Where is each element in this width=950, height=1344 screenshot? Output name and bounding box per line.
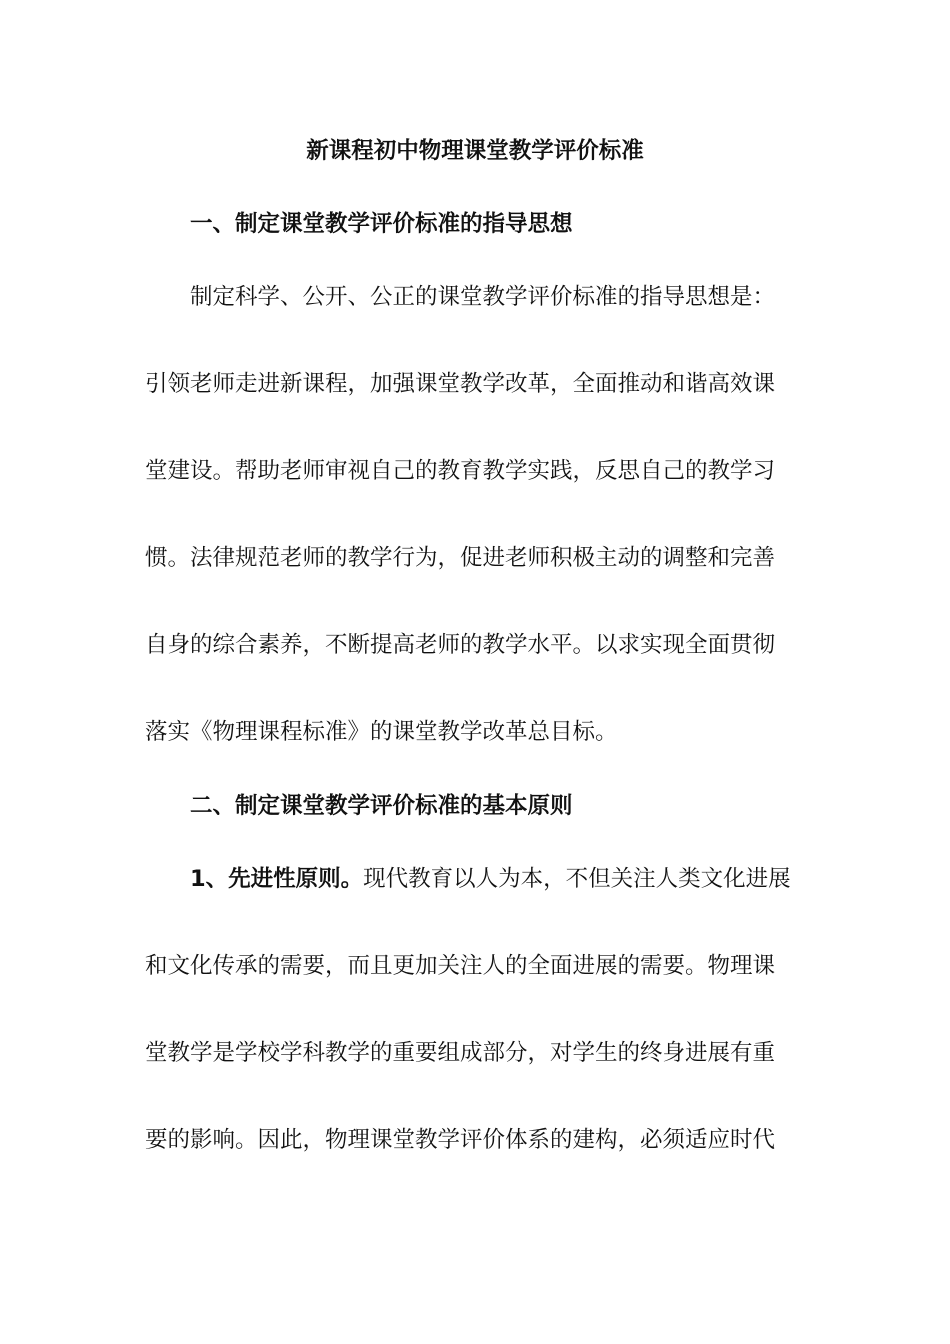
- paragraph-line: 引领老师走进新课程，加强课堂教学改革，全面推动和谐高效课: [145, 371, 776, 397]
- paragraph-line: 堂建设。帮助老师审视自己的教育教学实践，反思自己的教学习: [145, 458, 776, 484]
- paragraph-line: 和文化传承的需要，而且更加关注人的全面进展的需要。物理课: [145, 953, 776, 979]
- paragraph-line: [190, 868, 791, 891]
- paragraph-line: 制定科学、公开、公正的课堂教学评价标准的指导思想是：: [190, 284, 776, 310]
- paragraph-line: 惯。法律规范老师的教学行为，促进老师积极主动的调整和完善: [145, 545, 776, 571]
- document-title: 新课程初中物理课堂教学评价标准: [306, 138, 644, 164]
- principle-label: 1、先进性原则。: [190, 866, 364, 892]
- paragraph-line: 落实《物理课程标准》的课堂教学改革总目标。: [145, 719, 618, 745]
- paragraph-line: 堂教学是学校学科教学的重要组成部分，对学生的终身进展有重: [145, 1040, 776, 1066]
- principle-text: 现代教育以人为本，不但关注人类文化进展: [363, 866, 791, 892]
- section-heading-2: 二、制定课堂教学评价标准的基本原则: [190, 793, 573, 819]
- paragraph-line: 要的影响。因此，物理课堂教学评价体系的建构，必须适应时代: [145, 1127, 776, 1153]
- section-heading-1: 一、制定课堂教学评价标准的指导思想: [190, 211, 573, 237]
- paragraph-line: 自身的综合素养，不断提高老师的教学水平。以求实现全面贯彻: [145, 632, 776, 658]
